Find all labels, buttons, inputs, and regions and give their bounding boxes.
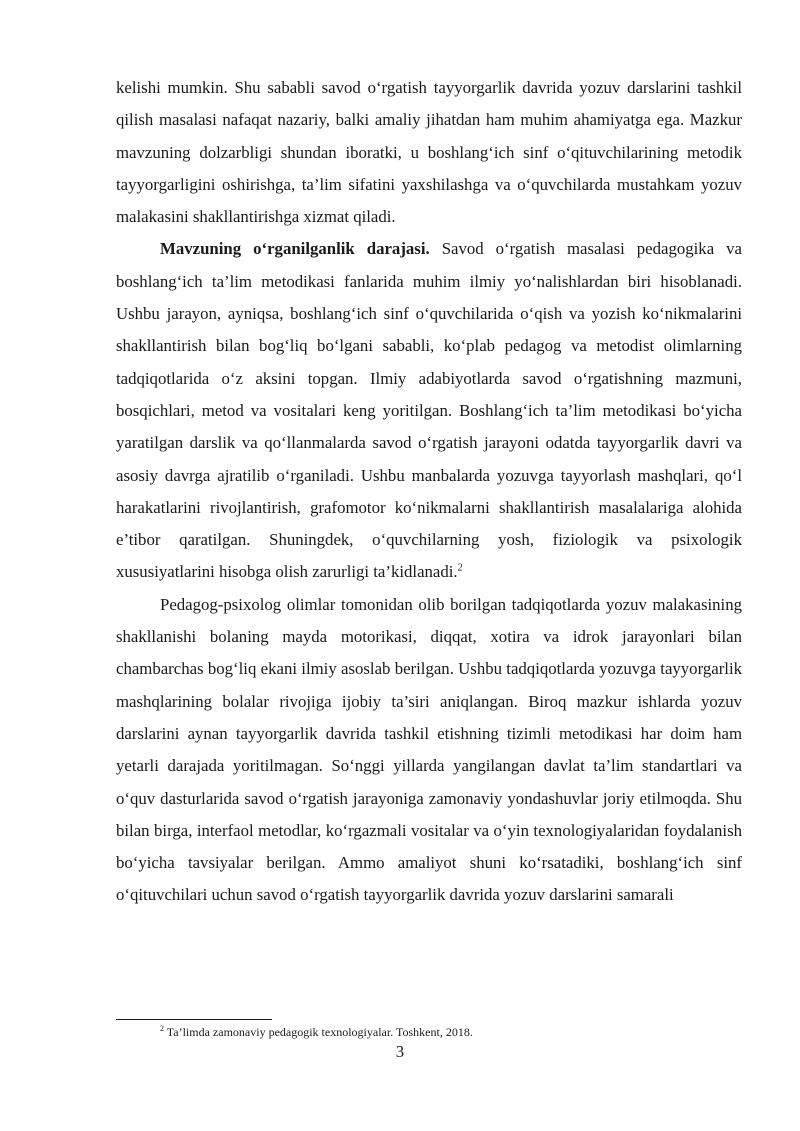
- footnote: [160, 1024, 473, 1040]
- paragraph-2-heading: Mavzuning o‘rganilganlik darajasi.: [160, 239, 430, 259]
- footnote-text: Ta’limda zamonaviy pedagogik texnologiyalar. Toshkent, 2018.: [164, 1025, 473, 1039]
- paragraph-3: [116, 589, 742, 912]
- footnote-reference[interactable]: 2: [457, 562, 463, 574]
- page-number: 3: [395, 1042, 405, 1061]
- footnote-separator: [116, 1019, 272, 1020]
- paragraph-1-text: kelishi mumkin. Shu sababli savod o‘rgatish tayyorgarlik davrida yozuv darslarini tashkil qilish masalasi nafaqat nazariy, balki amaliy jihatdan ham muhim ahamiyatga ega. Mazkur mavzuning dolzarbligi shundan iboratki, u boshlang‘ich sinf o‘qituvchilarining metodik tayyorgarligini oshirishga, ta’lim sifatini yaxshilashga va o‘quvchilarda mustahkam yozuv malakasini shakllantirishga xizmat qiladi.: [116, 78, 742, 227]
- document-body: [116, 72, 742, 912]
- paragraph-3-text: Pedagog-psixolog olimlar tomonidan olib borilgan tadqiqotlarda yozuv malakasining shakllanishi bolaning mayda motorikasi, diqqat, xotira va idrok jarayonlari bilan chambarchas bog‘liq ekani ilmiy asoslab berilgan. Ushbu tadqiqotlarda yozuvga tayyorgarlik mashqlarining bolalar rivojiga ijobiy ta’siri aniqlangan. Biroq mazkur ishlarda yozuv darslarini aynan tayyorgarlik davrida tashkil etishning tizimli metodikasi har doim ham yetarli darajada yoritilmagan. So‘nggi yillarda yangilangan davlat ta’lim standartlari va o‘quv dasturlarida savod o‘rgatish jarayoniga zamonaviy yondashuvlar joriy etilmoqda. Shu bilan birga, interfaol metodlar, ko‘rgazmali vositalar va o‘yin texnologiyalaridan foydalanish bo‘yicha tavsiyalar berilgan. Ammo amaliyot shuni ko‘rsatadiki, boshlang‘ich sinf o‘qituvchilari uchun savod o‘rgatish tayyorgarlik davrida yozuv darslarini samarali: [116, 594, 742, 905]
- paragraph-2-text: Savod o‘rgatish masalasi pedagogika va boshlang‘ich ta’lim metodikasi fanlarida muhim ilmiy yo‘nalishlardan biri hisoblanadi. Ushbu jarayon, ayniqsa, boshlang‘ich sinf o‘quvchilarida o‘qish va yozish ko‘nikmalarini shakllantirish bilan bog‘liq bo‘lgani sababli, ko‘plab pedagog va metodist olimlarning tadqiqotlarida o‘z aksini topgan. Ilmiy adabiyotlarda savod o‘rgatishning mazmuni, bosqichlari, metod va vositalari keng yoritilgan. Boshlang‘ich ta’lim metodikasi bo‘yicha yaratilgan darslik va qo‘llanmalarda savod o‘rgatish jarayoni odatda tayyorgarlik davri va asosiy davrga ajratilib o‘rganiladi. Ushbu manbalarda yozuvga tayyorlash mashqlari, qo‘l harakatlarini rivojlantirish, grafomotor ko‘nikmalarni shakllantirish masalalariga alohida e’tibor qaratilgan. Shuningdek, o‘quvchilarning yosh, fiziologik va psixologik xususiyatlarini hisobga olish zarurligi ta’kidlanadi.: [116, 239, 742, 582]
- paragraph-2: [116, 233, 742, 588]
- paragraph-1: [116, 72, 742, 233]
- footnote-marker: 2: [160, 1024, 164, 1033]
